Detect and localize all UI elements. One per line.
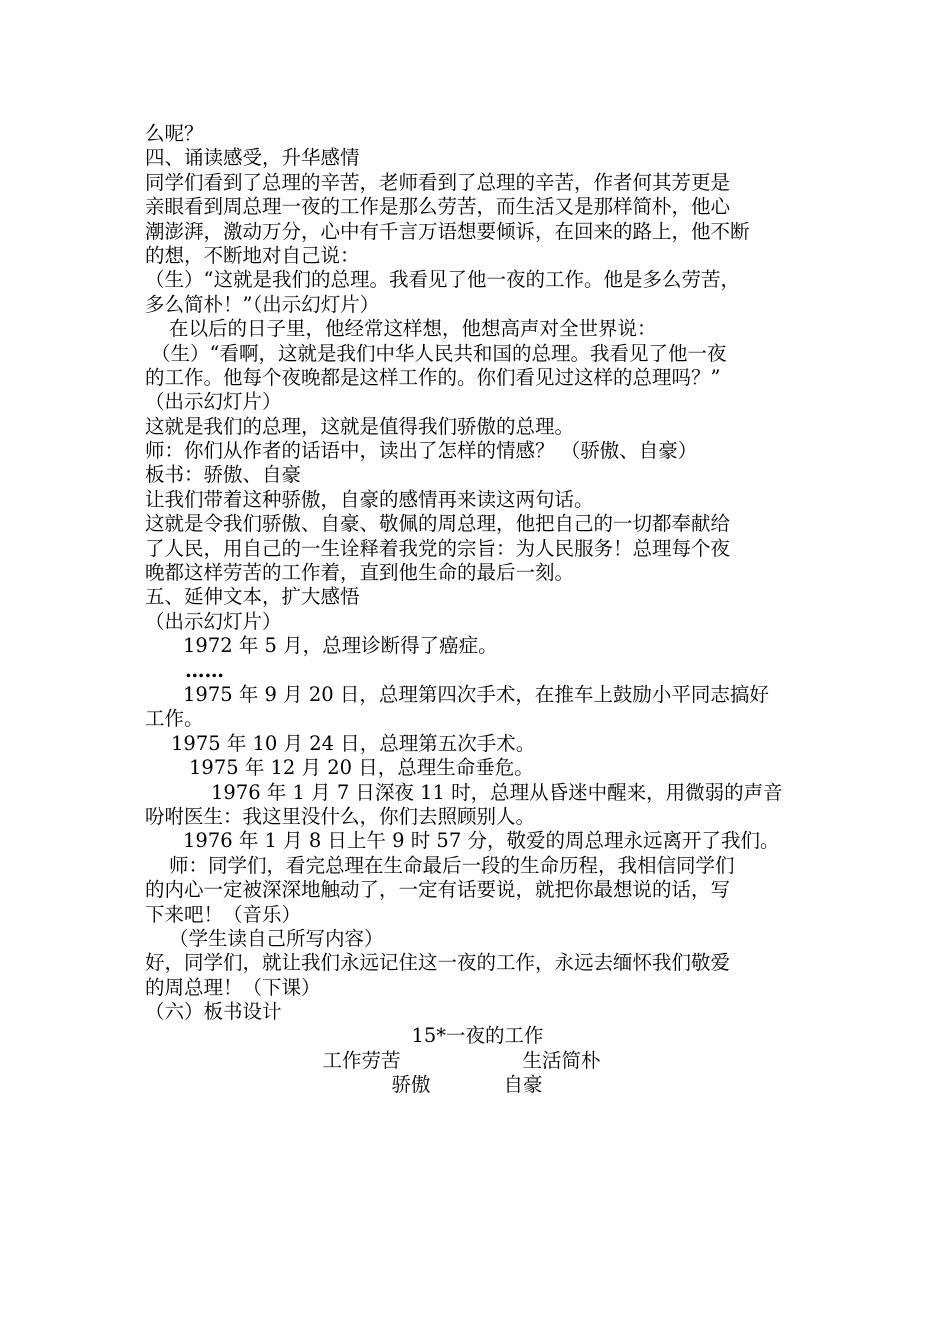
text-line: 在以后的日子里，他经常这样想，他想高声对全世界说： <box>169 317 657 341</box>
text-line: 下来吧！（音乐） <box>145 902 302 926</box>
text-line: （出示幻灯片） <box>145 609 282 633</box>
timeline-line: 工作。 <box>145 707 204 731</box>
board-left-top: 工作劳苦 <box>322 1048 401 1072</box>
section-heading: 四、诵读感受，升华感情 <box>145 146 360 170</box>
board-row-top <box>145 1049 810 1073</box>
timeline-line: 1976 年 1 月 7 日深夜 11 时，总理从昏迷中醒来，用微弱的声音 <box>211 780 783 804</box>
text-line: 的内心一定被深深地触动了，一定有话要说，就把你最想说的话，写 <box>145 878 731 902</box>
text-line: 这就是我们的总理，这就是值得我们骄傲的总理。 <box>145 414 575 438</box>
text-line: 同学们看到了总理的辛苦，老师看到了总理的辛苦，作者何其芳更是 <box>145 170 731 194</box>
text-line: 晚都这样劳苦的工作着，直到他生命的最后一刻。 <box>145 561 575 585</box>
text-line: （生）“看啊，这就是我们中华人民共和国的总理。我看见了他一夜 <box>151 341 727 365</box>
text-line: 板书：骄傲、自豪 <box>145 463 302 487</box>
timeline-line: 1976 年 1 月 8 日上午 9 时 57 分，敬爱的周总理永远离开了我们。 <box>183 829 780 853</box>
text-line: 的工作。他每个夜晚都是这样工作的。你们看见过这样的总理吗？” <box>145 365 721 389</box>
document-page <box>145 122 810 1098</box>
text-line: （学生读自己所写内容） <box>169 926 384 950</box>
board-right-top: 生活简朴 <box>522 1048 601 1072</box>
board-row-bottom <box>145 1073 810 1097</box>
text-line: 亲眼看到周总理一夜的工作是那么劳苦，而生活又是那样简朴，他心 <box>145 195 731 219</box>
text-line: 这就是令我们骄傲、自豪、敬佩的周总理，他把自己的一切都奉献给 <box>145 512 731 536</box>
text-line: 潮澎湃，激动万分，心中有千言万语想要倾诉，在回来的路上，他不断 <box>145 219 750 243</box>
section-heading: （六）板书设计 <box>145 1000 282 1024</box>
text-line: 多么简朴！”（出示幻灯片） <box>145 292 380 316</box>
text-line: 师：你们从作者的话语中，读出了怎样的情感？ （骄傲、自豪） <box>145 439 698 463</box>
timeline-line: 1972 年 5 月，总理诊断得了癌症。 <box>183 634 498 658</box>
text-line: 的周总理！（下课） <box>145 975 321 999</box>
timeline-line: 1975 年 12 月 20 日，总理生命垂危。 <box>189 756 534 780</box>
text-line: 的想，不断地对自己说： <box>145 243 360 267</box>
text-line: 了人民，用自己的一生诠释着我党的宗旨：为人民服务！总理每个夜 <box>145 536 731 560</box>
text-line: 让我们带着这种骄傲，自豪的感情再来读这两句话。 <box>145 487 594 511</box>
board-right-bottom: 自豪 <box>503 1073 543 1097</box>
text-line: 好，同学们，就让我们永远记住这一夜的工作，永远去缅怀我们敬爱 <box>145 951 731 975</box>
board-left-bottom: 骄傲 <box>391 1073 431 1097</box>
timeline-line: 1975 年 9 月 20 日，总理第四次手术，在推车上鼓励小平同志搞好 <box>183 682 769 706</box>
board-title: 15*一夜的工作 <box>411 1024 544 1048</box>
section-heading: 五、延伸文本，扩大感悟 <box>145 585 360 609</box>
text-line: （出示幻灯片） <box>145 390 282 414</box>
timeline-line: 1975 年 10 月 24 日，总理第五次手术。 <box>171 731 536 755</box>
board-design <box>145 1024 810 1097</box>
text-line: 么呢？ <box>145 122 204 145</box>
timeline-line: 吩咐医生：我这里没什么，你们去照顾别人。 <box>145 804 536 828</box>
text-line: （生）“这就是我们的总理。我看见了他一夜的工作。他是多么劳苦， <box>145 268 740 292</box>
text-line: 师：同学们，看完总理在生命最后一段的生命历程，我相信同学们 <box>169 853 735 877</box>
ellipsis-line: …… <box>185 658 224 682</box>
